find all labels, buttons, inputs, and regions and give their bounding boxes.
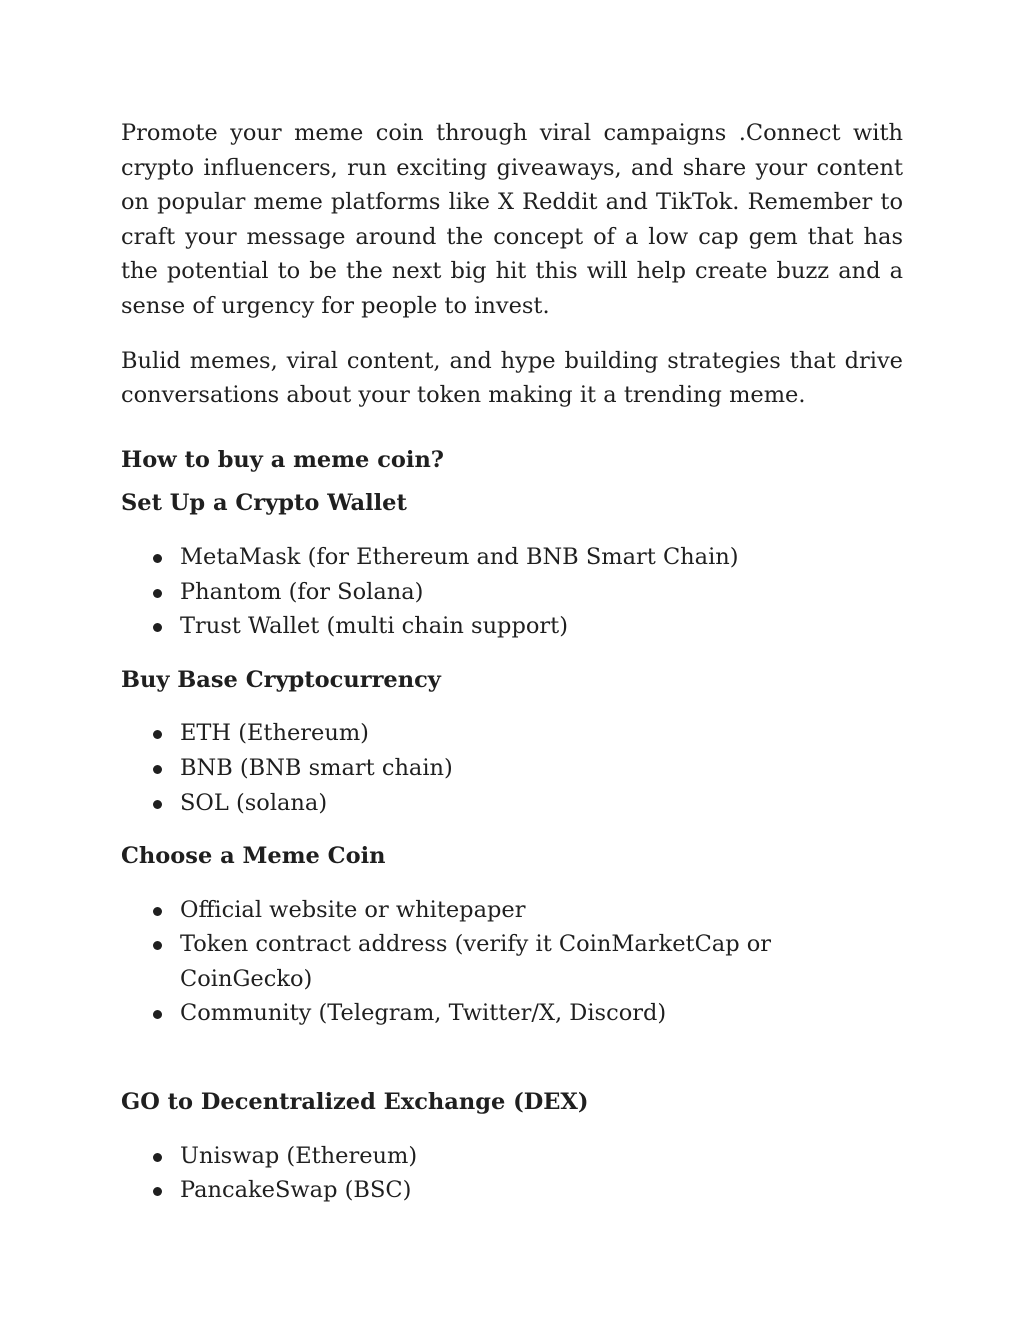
bullet-icon [153, 623, 162, 632]
bullet-icon [153, 800, 162, 809]
list-item-text: SOL (solana) [180, 789, 328, 816]
list-item-text: MetaMask (for Ethereum and BNB Smart Chain) [180, 543, 739, 570]
bullet-icon [153, 907, 162, 916]
choose-coin-heading: Choose a Meme Coin [121, 843, 386, 870]
intro-paragraph: Promote your meme coin through viral campaigns .Connect with crypto influencers, run exciting giveaways, and share your content on popular meme platforms like X Reddit and TikTok. Remember to craft your message around the concept of a low cap gem that has the potential to be the next big hit this will help create buzz and a sense of urgency for people to invest. [121, 120, 903, 319]
list-item-text: ETH (Ethereum) [180, 720, 369, 747]
list-item [121, 609, 903, 644]
base-crypto-list [121, 716, 903, 820]
bullet-icon [153, 1187, 162, 1196]
list-item [121, 575, 903, 610]
list-item [121, 996, 903, 1031]
list-item-text: Community (Telegram, Twitter/X, Discord) [180, 1000, 667, 1027]
memes-paragraph: Bulid memes, viral content, and hype building strategies that drive conversations about your token making it a trending meme. [121, 347, 903, 409]
bullet-icon [153, 730, 162, 739]
list-item-text: Token contract address (verify it CoinMarketCap or CoinGecko) [180, 931, 772, 992]
list-item-text: PancakeSwap (BSC) [180, 1177, 412, 1204]
list-item [121, 927, 903, 996]
bullet-icon [153, 941, 162, 950]
bullet-icon [153, 589, 162, 598]
list-item-text: BNB (BNB smart chain) [180, 754, 453, 781]
document-page [121, 116, 903, 1208]
list-item-text: Phantom (for Solana) [180, 578, 424, 605]
list-item [121, 893, 903, 928]
list-item [121, 1173, 903, 1208]
bullet-icon [153, 765, 162, 774]
wallet-list [121, 540, 903, 644]
choose-coin-list [121, 893, 903, 1031]
bullet-icon [153, 1010, 162, 1019]
base-crypto-heading: Buy Base Cryptocurrency [121, 666, 441, 693]
list-item [121, 1139, 903, 1174]
how-to-buy-heading: How to buy a meme coin? [121, 446, 444, 473]
bullet-icon [153, 1153, 162, 1162]
list-item-text: Trust Wallet (multi chain support) [180, 613, 568, 640]
list-item-text: Official website or whitepaper [180, 896, 526, 923]
dex-list [121, 1139, 903, 1208]
bullet-icon [153, 554, 162, 563]
wallet-heading: Set Up a Crypto Wallet [121, 490, 407, 517]
list-item [121, 716, 903, 751]
dex-heading: GO to Decentralized Exchange (DEX) [121, 1089, 589, 1116]
list-item-text: Uniswap (Ethereum) [180, 1142, 418, 1169]
list-item [121, 786, 903, 821]
list-item [121, 540, 903, 575]
list-item [121, 751, 903, 786]
